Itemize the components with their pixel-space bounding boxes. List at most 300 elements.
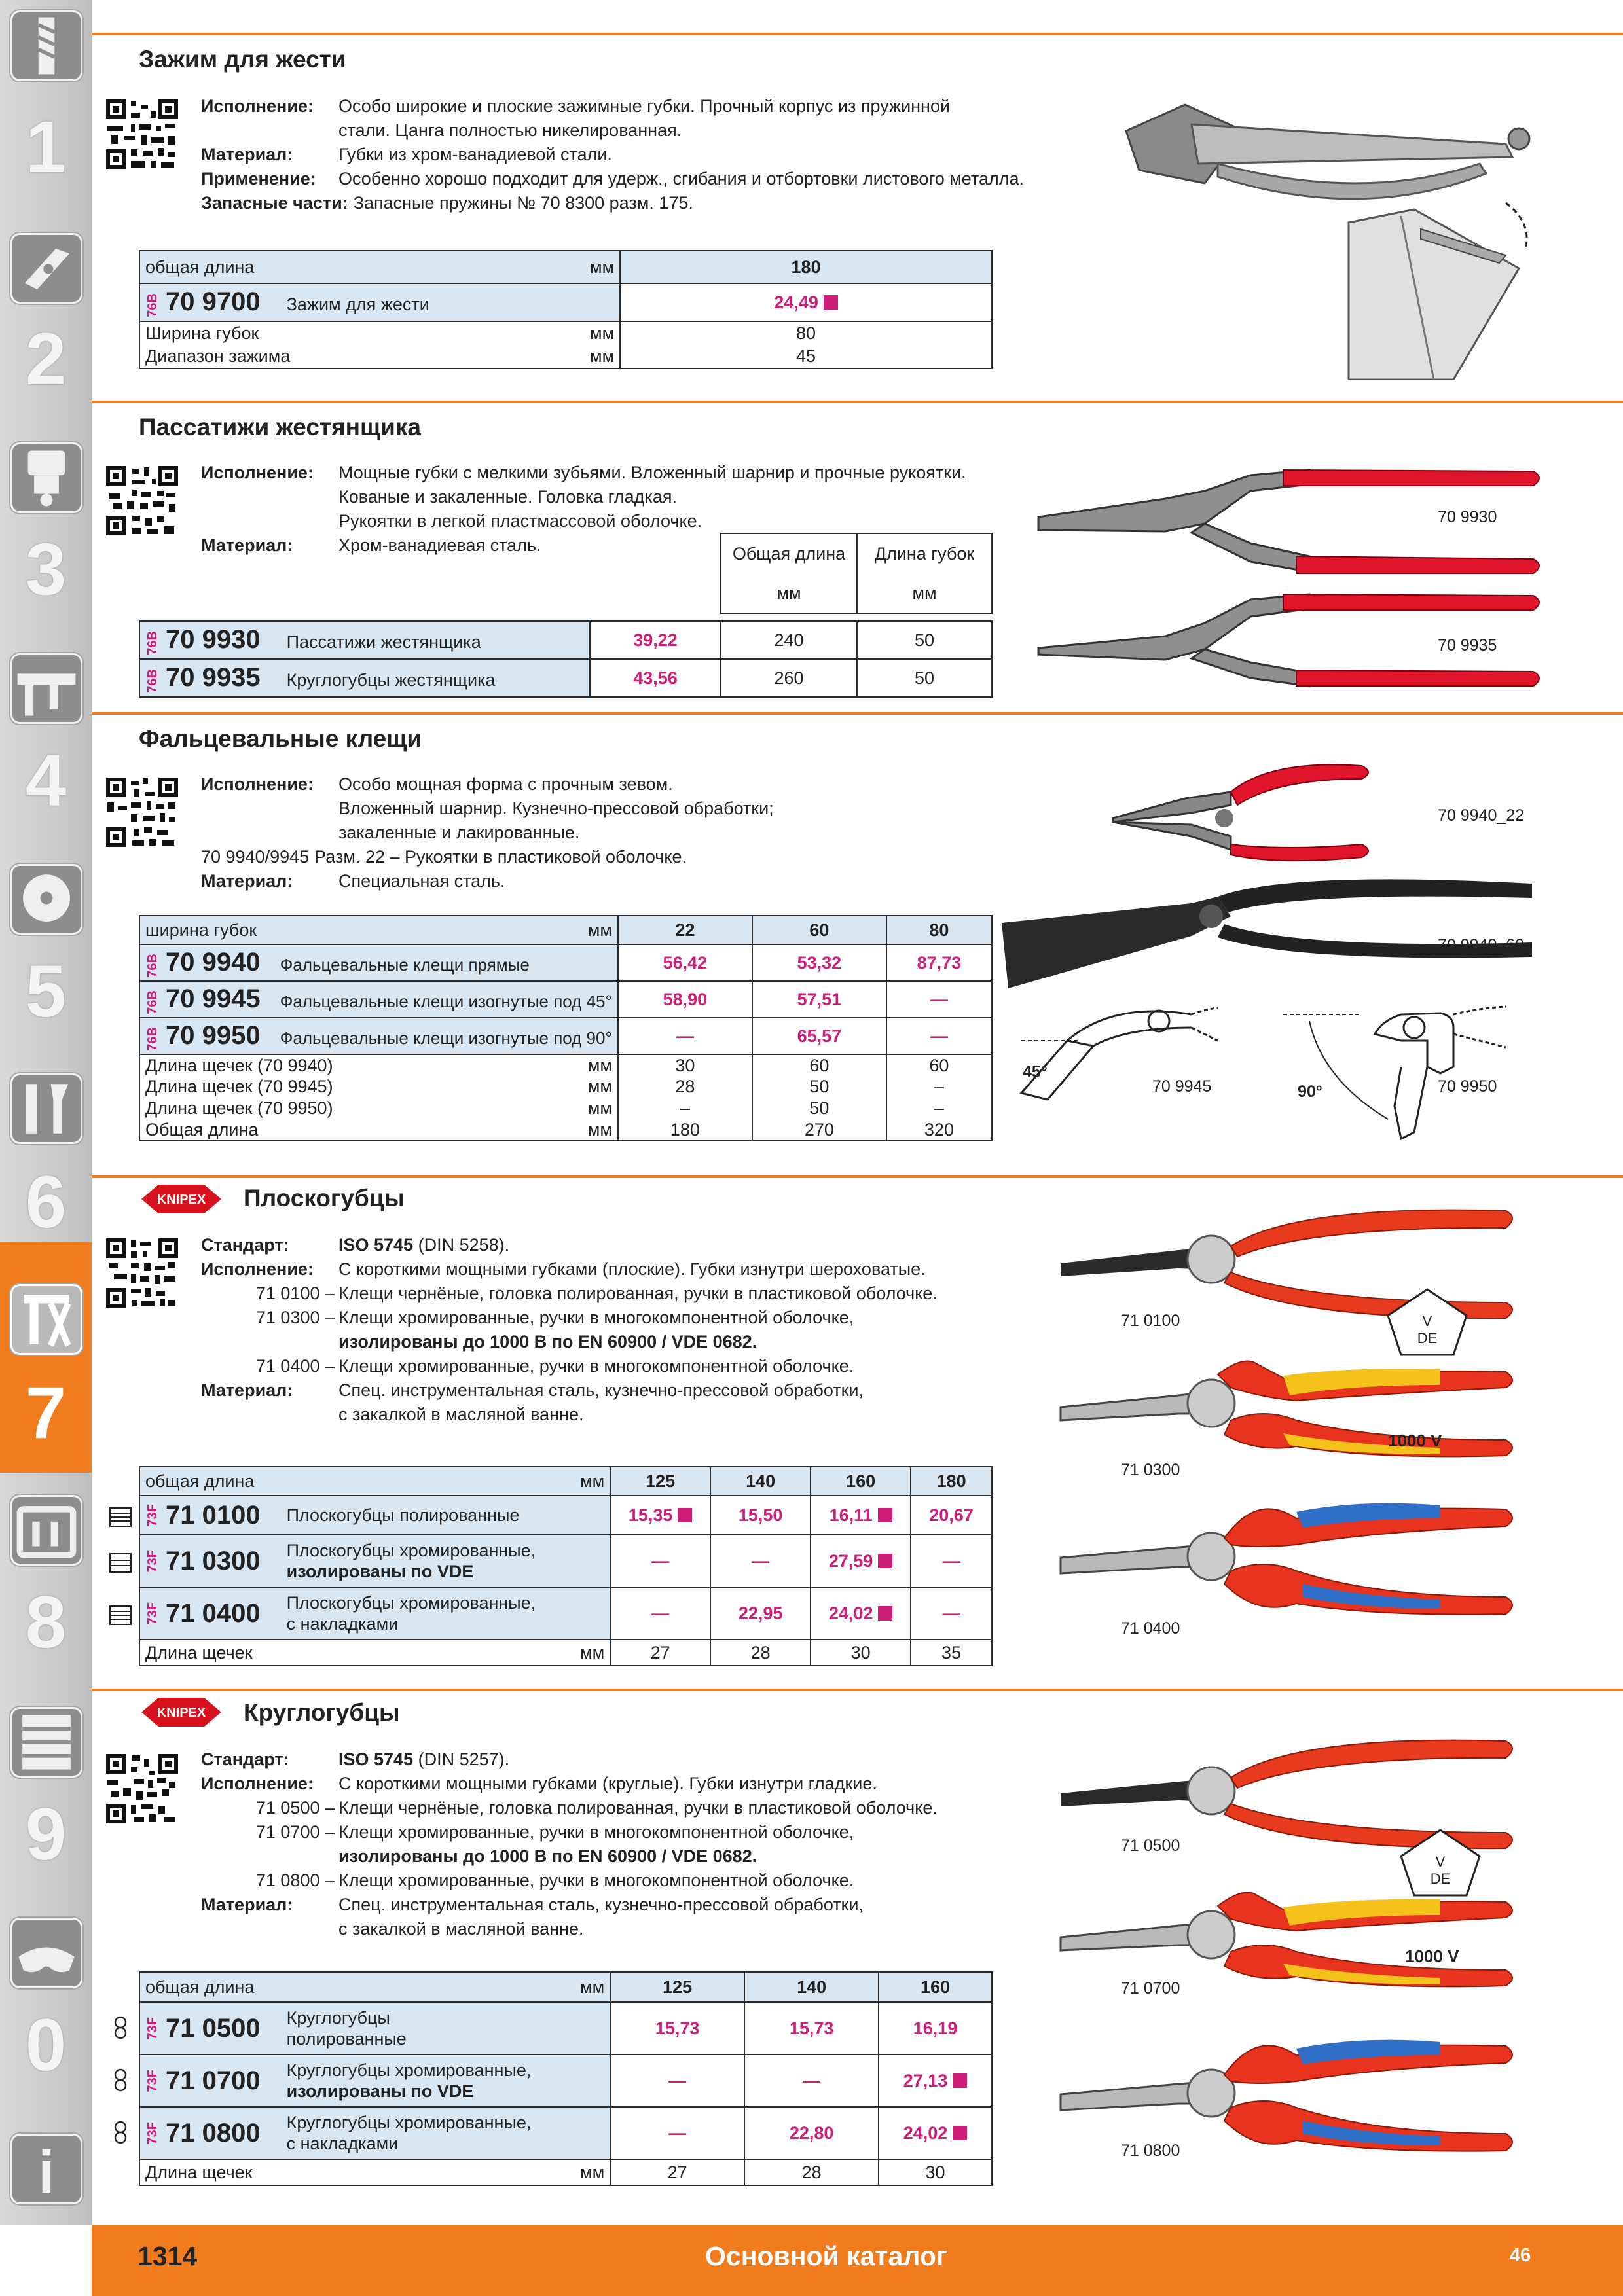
price-value: 15,73 (610, 2002, 744, 2054)
sidebar-number-7[interactable]: 7 (25, 1372, 67, 1454)
stock-marker-icon (678, 1508, 692, 1522)
product-name: Круглогубцы жестянщика (286, 670, 496, 690)
table-header-unit: мм (575, 1467, 610, 1496)
spec-value: 60 (886, 1054, 992, 1076)
cutting-insert-icon[interactable] (10, 233, 82, 304)
table-size-header: 140 (744, 1972, 879, 2002)
desc-label: Стандарт: (201, 1235, 289, 1255)
product-table (139, 1466, 993, 1666)
round-jaw-profile-icon (109, 2068, 132, 2092)
caliper-icon[interactable] (10, 653, 82, 724)
product-table (139, 915, 993, 1141)
vde-rating-label: 1000 V (1388, 1431, 1442, 1450)
desc-label (201, 485, 338, 509)
desc-text: Особо широкие и плоские зажимные губки. Прочный корпус из пружинной (338, 96, 951, 116)
round-jaw-profile-icon (109, 2121, 132, 2144)
price-value: 27,13 (903, 2070, 948, 2090)
table-row[interactable] (139, 2107, 610, 2159)
desc-text: Клещи хромированные, ручки в многокомпонентной оболочке, (338, 1822, 854, 1842)
desc-text: с закалкой в масляной ванне. (338, 1405, 584, 1424)
brand-text: KNIPEX (156, 1193, 206, 1207)
catalog-title: Основной каталог (705, 2241, 947, 2271)
catalog-badge: 76B (145, 631, 160, 656)
product-description (201, 1233, 938, 1427)
price-value: 27,59 (828, 1551, 873, 1571)
drill-bit-icon[interactable] (10, 10, 82, 81)
table-header-unit: мм (575, 1972, 610, 2002)
desc-label (201, 797, 338, 821)
sidebar-number-9[interactable]: 9 (25, 1793, 67, 1875)
price-value: 24,49 (774, 292, 818, 312)
price-cell (811, 1496, 911, 1535)
price-value: — (911, 1587, 992, 1640)
info-letter: i (38, 2139, 55, 2202)
photo-label: 71 0500 (1121, 1837, 1180, 1855)
desc-text: закаленные и лакированные. (338, 823, 580, 842)
product-name-line2: полированные (286, 2029, 407, 2049)
spec-value: 28 (710, 1640, 811, 1666)
spec-label: Ширина губок (139, 321, 585, 345)
product-description (201, 94, 1024, 215)
desc-text: Рукоятки в легкой пластмассовой оболочке. (338, 511, 702, 531)
spec-label: Длина щечек (70 9940) (139, 1054, 582, 1076)
photo-label: 71 0700 (1121, 1979, 1180, 1998)
table-row[interactable] (139, 1496, 610, 1535)
table-header-label: общая длина (139, 251, 585, 283)
vde-rating-label: 1000 V (1405, 1946, 1459, 1966)
desc-text: Разм. 22 – Рукоятки в пластиковой оболочке. (314, 847, 687, 867)
product-name: Фальцевальные клещи изогнутые под 90° (280, 1028, 612, 1048)
desc-text: Особо мощная форма с прочным зевом. (338, 774, 673, 794)
desc-text: Специальная сталь. (338, 871, 505, 891)
photo-label: 71 0400 (1121, 1619, 1180, 1638)
desc-ref: 71 0800 – (255, 1871, 335, 1890)
photo-label: 70 9950 (1438, 1077, 1497, 1096)
sidebar-number-0[interactable]: 0 (25, 2004, 67, 2086)
knipex-logo (139, 1695, 224, 1729)
price-value: — (610, 2107, 744, 2159)
desc-text: Клещи чернёные, головка полированная, ручки в пластиковой оболочке. (338, 1283, 938, 1303)
price-value: 57,51 (752, 981, 886, 1018)
desc-label: Исполнение: (201, 1259, 314, 1279)
desc-label: Стандарт: (201, 1749, 289, 1769)
table-row[interactable] (139, 1535, 610, 1587)
cutting-disc-icon[interactable] (10, 864, 82, 935)
article-number[interactable]: 71 0700 (166, 2066, 261, 2095)
spec-value: – (886, 1076, 992, 1098)
cabinet-icon[interactable] (10, 1707, 82, 1778)
article-number[interactable]: 71 0500 (166, 2013, 261, 2043)
price-value: 15,35 (628, 1505, 673, 1525)
table-size-header: 160 (811, 1467, 911, 1496)
header-label: Общая длина (732, 544, 846, 564)
desc-label (201, 118, 338, 143)
spec-value: 270 (752, 1119, 886, 1141)
price-value: 65,57 (752, 1018, 886, 1054)
price-value: — (610, 1587, 710, 1640)
product-name-line2: изолированы по VDE (286, 1562, 474, 1581)
price-cell (610, 1496, 710, 1535)
desc-label: Исполнение: (201, 1774, 314, 1793)
desc-ref (201, 1844, 338, 1869)
table-size-header: 125 (610, 1467, 710, 1496)
desc-label: Исполнение: (201, 96, 314, 116)
catalog-badge: 73F (145, 2017, 160, 2040)
price-value: — (610, 1535, 710, 1587)
header-label: Длина губок (874, 544, 975, 564)
product-table (139, 250, 993, 369)
desc-bold: изолированы до 1000 В по EN 60900 / VDE 0682. (338, 1846, 757, 1866)
photo-label: 70 9945 (1152, 1077, 1212, 1096)
product-name-line1: Плоскогубцы хромированные, (286, 1593, 536, 1613)
header-unit: мм (776, 583, 801, 603)
clamp-chuck-icon[interactable] (10, 442, 82, 513)
price-cell (811, 1535, 911, 1587)
catalog-badge: 73F (145, 1602, 160, 1625)
price-value: 58,90 (618, 981, 752, 1018)
desc-text: с закалкой в масляной ванне. (338, 1919, 584, 1939)
product-name-line2: изолированы по VDE (286, 2081, 474, 2101)
svg-text:DE: DE (1430, 1871, 1451, 1887)
section-divider (92, 33, 1623, 35)
desc-text: Вложенный шарнир. Кузнечно-прессовой обработки; (338, 798, 774, 818)
product-table (139, 1971, 993, 2186)
flat-jaw-profile-icon (109, 1505, 132, 1529)
product-name-line1: Круглогубцы хромированные, (286, 2060, 532, 2080)
desc-bold: ISO 5745 (338, 1235, 414, 1255)
article-number[interactable]: 71 0400 (166, 1598, 261, 1628)
section-divider (92, 401, 1623, 403)
table-row[interactable] (139, 1587, 610, 1640)
price-value: 22,80 (744, 2107, 879, 2159)
table-header-unit: мм (585, 251, 620, 283)
spec-label: Длина щечек (70 9945) (139, 1076, 582, 1098)
svg-text:V: V (1422, 1313, 1432, 1329)
desc-text: Клещи чернёные, головка полированная, ручки в пластиковой оболочке. (338, 1798, 938, 1818)
catalog-badge: 73F (145, 1549, 160, 1573)
spec-unit: мм (585, 321, 620, 345)
desc-label (201, 1403, 338, 1427)
section-divider (92, 1689, 1623, 1691)
desc-ref: 71 0700 – (255, 1822, 335, 1842)
desc-text: Запасные пружины № 70 8300 разм. 175. (353, 193, 693, 213)
price-value: — (911, 1535, 992, 1587)
product-name-line1: Круглогубцы (286, 2008, 390, 2028)
price-value: — (610, 2054, 744, 2107)
product-name-line2: с накладками (286, 1614, 399, 1634)
desc-label (201, 509, 338, 533)
table-row[interactable] (139, 1018, 618, 1054)
spec-label: Диапазон зажима (139, 345, 585, 368)
qr-code-icon[interactable] (105, 776, 179, 848)
desc-text: Клещи хромированные, ручки в многокомпонентной оболочке. (338, 1356, 854, 1376)
desc-text: Особенно хорошо подходит для удерж., сгибания и отбортовки листового металла. (338, 169, 1025, 188)
table-header-label: общая длина (139, 1972, 575, 2002)
page-number-left: 1314 (137, 2241, 198, 2271)
brand-text: KNIPEX (156, 1706, 206, 1720)
article-number[interactable]: 70 9930 (166, 624, 261, 654)
photo-label: 70 9930 (1438, 508, 1497, 526)
photo-label: 70 9940_60 (1438, 936, 1525, 954)
sidebar-number-5[interactable]: 5 (25, 950, 67, 1032)
price-value: 43,56 (590, 659, 721, 697)
stock-marker-icon (878, 1554, 892, 1568)
product-table (139, 620, 993, 698)
jaw-value: 50 (857, 621, 992, 659)
price-value: — (710, 1535, 811, 1587)
product-name-line2: с накладками (286, 2134, 399, 2153)
table-header-label: ширина губок (139, 916, 582, 944)
price-cell (879, 2054, 992, 2107)
stock-marker-icon (953, 2073, 967, 2088)
desc-text: С короткими мощными губками (круглые). Губки изнутри гладкие. (338, 1774, 877, 1793)
sidebar-number-6[interactable]: 6 (25, 1161, 67, 1243)
sidebar-number-3[interactable]: 3 (25, 528, 67, 610)
spec-value: – (618, 1098, 752, 1119)
photo-label: 71 0800 (1121, 2142, 1180, 2160)
table-size-header: 22 (618, 916, 752, 944)
price-cell (811, 1587, 911, 1640)
spec-unit: мм (585, 345, 620, 368)
desc-label: Материал: (201, 1380, 293, 1400)
desc-label: Запасные части: (201, 193, 348, 213)
article-number[interactable]: 70 9935 (166, 662, 261, 692)
price-value: 56,42 (618, 944, 752, 981)
spec-value: 27 (610, 1640, 710, 1666)
desc-ref: 71 0300 – (255, 1308, 335, 1327)
flat-jaw-profile-icon (109, 1551, 132, 1575)
spec-value: 28 (744, 2159, 879, 2185)
price-value: 39,22 (590, 621, 721, 659)
desc-text: Мощные губки с мелкими зубьями. Вложенный шарнир и прочные рукоятки. (338, 463, 966, 482)
table-size-header: 80 (886, 916, 992, 944)
stock-marker-icon (878, 1606, 892, 1621)
column-header-jaw (857, 533, 992, 613)
price-value: — (744, 2054, 879, 2107)
spec-label: Длина щечек (139, 1640, 575, 1666)
catalog-badge: 76B (145, 293, 160, 318)
spec-unit: мм (582, 1076, 618, 1098)
desc-text: (DIN 5258). (413, 1235, 510, 1255)
desc-text: стали. Цанга полностью никелированная. (338, 120, 682, 140)
desc-text: Губки из хром-ванадиевой стали. (338, 145, 612, 164)
desc-ref (201, 1330, 338, 1354)
spec-label: Длина щечек (70 9950) (139, 1098, 582, 1119)
table-row[interactable] (139, 283, 620, 321)
product-name-line1: Круглогубцы хромированные, (286, 2113, 532, 2132)
price-cell (879, 2107, 992, 2159)
wrench-icon[interactable] (10, 1073, 82, 1144)
table-row[interactable] (139, 944, 618, 981)
product-name-line1: Плоскогубцы хромированные, (286, 1541, 536, 1560)
angle-label: 90° (1298, 1083, 1322, 1101)
qr-code-icon[interactable] (105, 465, 179, 537)
price-value: 20,67 (911, 1496, 992, 1535)
desc-text: Кованые и закаленные. Головка гладкая. (338, 487, 677, 507)
table-row[interactable] (139, 659, 590, 697)
table-size-header: 180 (620, 251, 992, 283)
section-title: Плоскогубцы (244, 1185, 405, 1211)
table-size-header: 140 (710, 1467, 811, 1496)
price-value: 16,11 (829, 1505, 873, 1525)
article-number[interactable]: 71 0100 (166, 1500, 261, 1530)
desc-label: Применение: (201, 169, 316, 188)
price-value: — (886, 1018, 992, 1054)
desc-label: Исполнение: (201, 463, 314, 482)
desc-text: Хром-ванадиевая сталь. (338, 535, 541, 555)
section-title: Зажим для жести (139, 46, 346, 73)
price-value: 24,02 (903, 2123, 948, 2143)
spec-value: 60 (752, 1054, 886, 1076)
catalog-badge: 76B (145, 990, 160, 1015)
price-cell (620, 283, 992, 321)
price-value: 24,02 (828, 1603, 873, 1623)
spec-value: 320 (886, 1119, 992, 1141)
stock-marker-icon (824, 295, 838, 310)
spec-value: 28 (618, 1076, 752, 1098)
page-number-right: 46 (1510, 2245, 1531, 2266)
price-value: 16,19 (879, 2002, 992, 2054)
price-value: 53,32 (752, 944, 886, 981)
spec-unit: мм (582, 1119, 618, 1141)
desc-label: Исполнение: (201, 774, 314, 794)
svg-text:DE: DE (1417, 1330, 1438, 1346)
product-photo-flat-pliers (1048, 1191, 1545, 1649)
product-name (287, 1592, 536, 1634)
sidebar-number-8[interactable]: 8 (25, 1581, 67, 1663)
spec-label: Длина щечек (139, 2159, 575, 2185)
desc-ref: 71 0100 – (255, 1283, 335, 1303)
catalog-badge: 73F (145, 2069, 160, 2092)
info-icon[interactable] (10, 2134, 82, 2204)
table-size-header: 60 (752, 916, 886, 944)
spec-unit: мм (575, 1640, 610, 1666)
section-title: Фальцевальные клещи (139, 725, 422, 752)
spec-label: Общая длина (139, 1119, 582, 1141)
article-number[interactable]: 70 9945 (166, 984, 261, 1013)
qr-code-icon[interactable] (105, 1753, 179, 1825)
qr-code-icon[interactable] (105, 1237, 179, 1309)
svg-text:V: V (1435, 1854, 1446, 1870)
jaw-value: 50 (857, 659, 992, 697)
desc-text: Спец. инструментальная сталь, кузнечно-прессовой обработки, (338, 1895, 864, 1914)
desc-ref: 71 0500 – (255, 1798, 335, 1818)
desc-label (201, 821, 338, 845)
desc-text: Клещи хромированные, ручки в многокомпонентной оболочке. (338, 1871, 854, 1890)
round-jaw-profile-icon (109, 2016, 132, 2039)
desc-label (201, 1917, 338, 1941)
knipex-logo (139, 1182, 224, 1216)
spec-value: 45 (620, 345, 992, 368)
spec-value: 27 (610, 2159, 744, 2185)
article-number[interactable]: 70 9940 (166, 947, 261, 977)
product-description (201, 772, 774, 893)
product-name (287, 1540, 536, 1582)
catalog-badge: 76B (145, 669, 160, 694)
spec-value: 50 (752, 1076, 886, 1098)
price-value: 15,73 (744, 2002, 879, 2054)
photo-label: 70 9935 (1438, 636, 1497, 655)
dimension-header-table (720, 533, 993, 614)
product-name-line1: Плоскогубцы полированные (286, 1505, 520, 1525)
spec-unit: мм (582, 1054, 618, 1076)
spec-value: 80 (620, 321, 992, 345)
catalog-badge: 73F (145, 1503, 160, 1527)
spec-unit: мм (582, 1098, 618, 1119)
toolbox-icon[interactable] (10, 1495, 82, 1566)
desc-ref: 70 9940/9945 (201, 847, 310, 867)
desc-text: (DIN 5257). (413, 1749, 510, 1769)
desc-label: Материал: (201, 145, 293, 164)
desc-text: С короткими мощными губками (плоские). Губки изнутри шероховатые. (338, 1259, 926, 1279)
length-value: 260 (721, 659, 857, 697)
article-number[interactable]: 71 0300 (166, 1546, 261, 1575)
spec-value: – (886, 1098, 992, 1119)
table-header-unit: мм (582, 916, 618, 944)
table-row[interactable] (139, 621, 590, 659)
angle-label: 45° (1023, 1063, 1048, 1081)
desc-label: Материал: (201, 1895, 293, 1914)
photo-label: 70 9940_22 (1438, 806, 1525, 825)
qr-code-icon[interactable] (105, 98, 179, 170)
sidebar-number-2[interactable]: 2 (25, 318, 67, 400)
column-header-length (721, 533, 857, 613)
section-title: Пассатижи жестянщика (139, 414, 422, 440)
flat-jaw-profile-icon (109, 1604, 132, 1627)
spec-value: 30 (811, 1640, 911, 1666)
desc-text: Спец. инструментальная сталь, кузнечно-прессовой обработки, (338, 1380, 864, 1400)
catalog-badge: 73F (145, 2121, 160, 2145)
desc-label: Материал: (201, 871, 293, 891)
pliers-screwdriver-icon[interactable] (10, 1284, 82, 1355)
product-photo-sheet-clamp (1113, 92, 1545, 380)
spec-value: 180 (618, 1119, 752, 1141)
spec-value: 30 (618, 1054, 752, 1076)
price-value: — (618, 1018, 752, 1054)
table-row[interactable] (139, 2054, 610, 2107)
price-value: — (886, 981, 992, 1018)
desc-label: Материал: (201, 535, 293, 555)
table-row[interactable] (139, 981, 618, 1018)
spec-value: 30 (879, 2159, 992, 2185)
sidebar-number-4[interactable]: 4 (25, 740, 67, 821)
safety-glasses-icon[interactable] (10, 1918, 82, 1988)
product-name: Зажим для жести (286, 294, 429, 314)
table-size-header: 180 (911, 1467, 992, 1496)
article-number[interactable]: 70 9950 (166, 1020, 261, 1050)
stock-marker-icon (953, 2126, 967, 2140)
desc-text: Клещи хромированные, ручки в многокомпонентной оболочке, (338, 1308, 854, 1327)
length-value: 240 (721, 621, 857, 659)
table-size-header: 125 (610, 1972, 744, 2002)
sidebar-number-1[interactable]: 1 (25, 106, 67, 188)
product-name: Фальцевальные клещи прямые (280, 954, 530, 975)
desc-ref: 71 0400 – (255, 1356, 335, 1376)
stock-marker-icon (878, 1508, 892, 1522)
table-row[interactable] (139, 2002, 610, 2054)
header-unit: мм (912, 583, 937, 603)
price-value: 15,50 (710, 1496, 811, 1535)
product-name: Фальцевальные клещи изогнутые под 45° (280, 991, 612, 1011)
spec-value: 35 (911, 1640, 992, 1666)
product-photo-round-pliers (1048, 1702, 1545, 2173)
article-number[interactable]: 70 9700 (166, 287, 261, 316)
section-divider (92, 712, 1623, 715)
desc-bold: изолированы до 1000 В по EN 60900 / VDE 0682. (338, 1332, 757, 1352)
desc-bold: ISO 5745 (338, 1749, 414, 1769)
article-number[interactable]: 71 0800 (166, 2118, 261, 2147)
table-size-header: 160 (879, 1972, 992, 2002)
